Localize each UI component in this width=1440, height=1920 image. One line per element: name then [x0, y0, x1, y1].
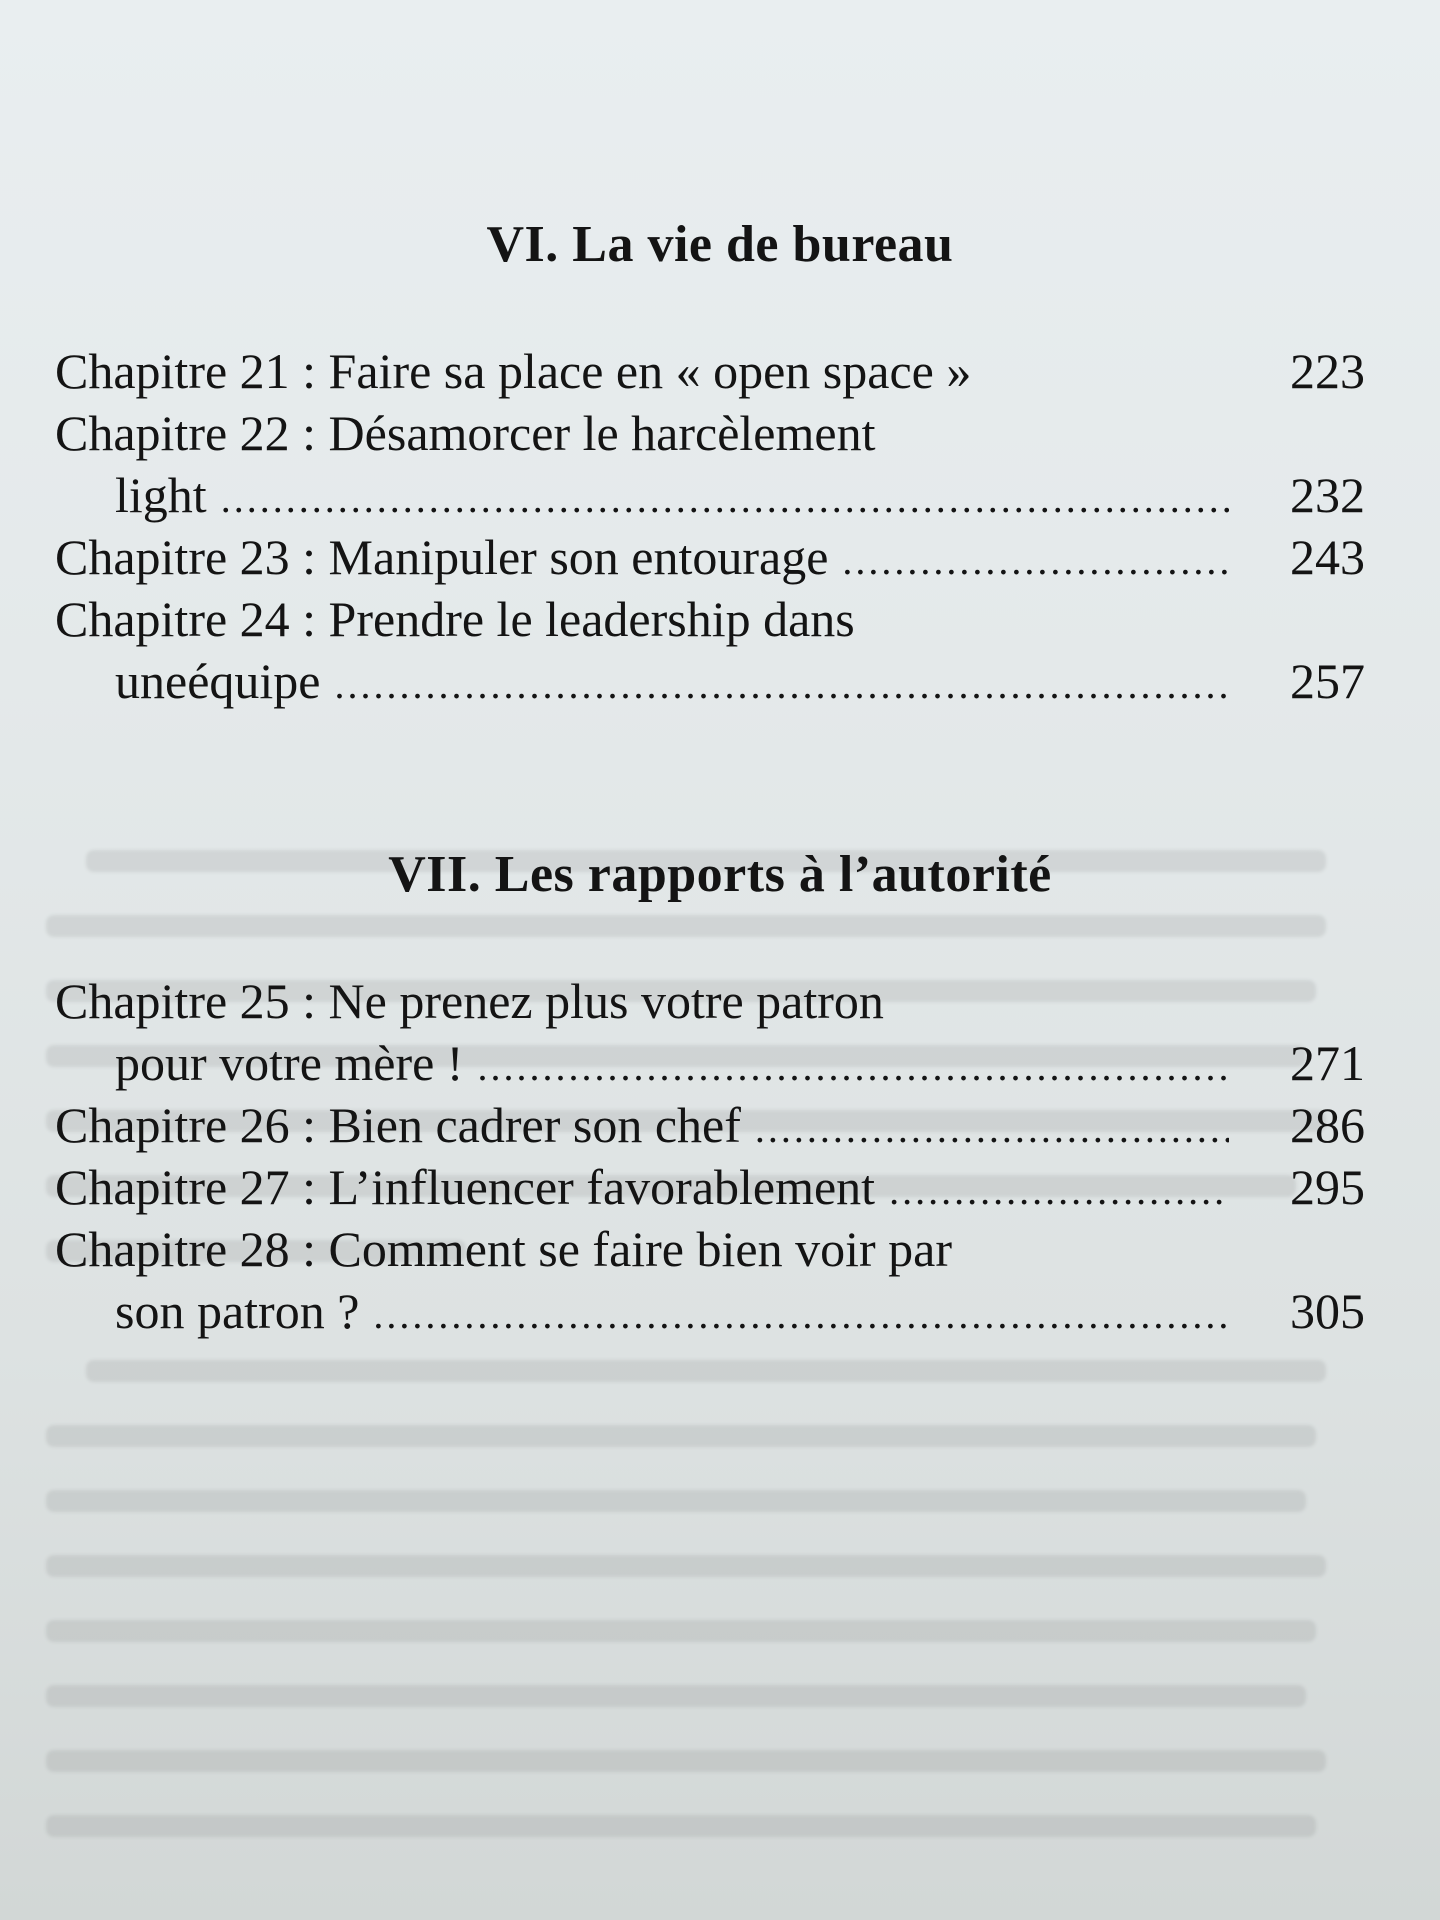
toc-entry-chapter-26 — [55, 1094, 1365, 1156]
toc-entry-chapter-22 — [55, 402, 1365, 464]
toc-entry-page: 295 — [1290, 1159, 1365, 1215]
toc-entry-chapter-25 — [55, 970, 1365, 1032]
bleed-through-texture — [46, 800, 1366, 1917]
toc-entry-continuation: pour votre mère ! — [115, 1035, 464, 1091]
toc-entry-chapter-28-continuation — [115, 1280, 1365, 1342]
dot-leader — [842, 530, 1229, 592]
toc-entry-label: Chapitre 25 : Ne prenez plus votre patron — [55, 973, 884, 1029]
toc-entry-label: Chapitre 22 : Désamorcer le harcèlement — [55, 405, 876, 461]
dot-leader — [755, 1098, 1229, 1160]
toc-entry-label: Chapitre 24 : Prendre le leadership dans — [55, 591, 855, 647]
toc-entry-continuation: light — [115, 467, 207, 523]
toc-entry-page: 257 — [1290, 653, 1365, 709]
toc-entry-label: Chapitre 23 : Manipuler son entourage — [55, 529, 829, 585]
toc-entry-page: 305 — [1290, 1283, 1365, 1339]
dot-leader — [334, 654, 1229, 716]
toc-entry-chapter-25-continuation — [115, 1032, 1365, 1094]
toc-entry-continuation: son patron ? — [115, 1283, 360, 1339]
toc-entry-chapter-23 — [55, 526, 1365, 588]
dot-leader — [373, 1284, 1229, 1346]
toc-entry-label: Chapitre 28 : Comment se faire bien voir par — [55, 1221, 952, 1277]
section-title: VI. La vie de bureau — [486, 216, 954, 273]
toc-entry-page: 232 — [1290, 467, 1365, 523]
toc-entry-chapter-28 — [55, 1218, 1365, 1280]
toc-entry-page: 243 — [1290, 529, 1365, 585]
toc-entry-chapter-22-continuation — [115, 464, 1365, 526]
toc-entry-page: 286 — [1290, 1097, 1365, 1153]
toc-entry-label: Chapitre 26 : Bien cadrer son chef — [55, 1097, 741, 1153]
toc-entry-chapter-24 — [55, 588, 1365, 650]
toc-entry-chapter-24-continuation — [115, 650, 1365, 712]
dot-leader — [221, 468, 1229, 530]
toc-entry-chapter-21 — [55, 340, 1365, 402]
toc-entry-label: Chapitre 21 : Faire sa place en « open space » — [55, 343, 972, 399]
toc-entry-page: 271 — [1290, 1035, 1365, 1091]
toc-entry-chapter-27 — [55, 1156, 1365, 1218]
toc-entry-continuation: uneéquipe — [115, 653, 321, 709]
dot-leader — [889, 1160, 1229, 1222]
dot-leader — [477, 1036, 1229, 1098]
section-title: VII. Les rapports à l’autorité — [388, 846, 1052, 903]
bleed-through-lines — [46, 800, 1366, 1900]
toc-entry-page: 223 — [1290, 343, 1365, 399]
toc-entry-label: Chapitre 27 : L’influencer favorablement — [55, 1159, 876, 1215]
